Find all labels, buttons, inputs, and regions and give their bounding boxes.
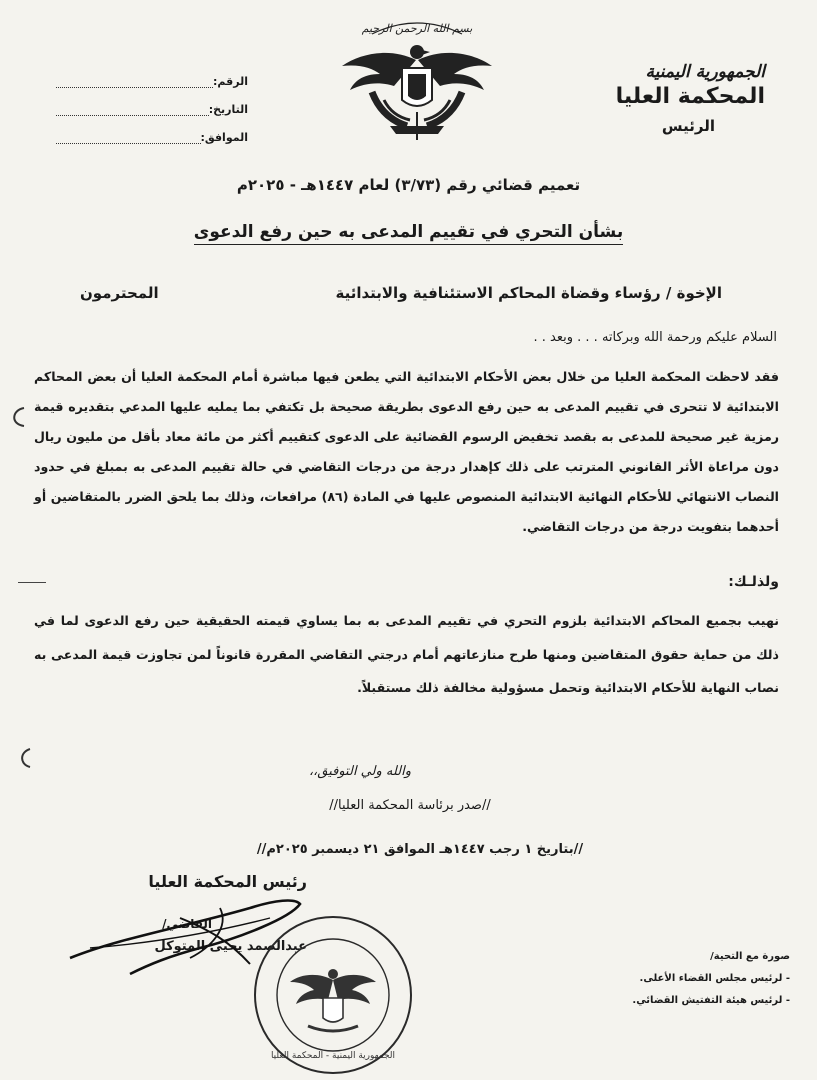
issued-by: //صدر برئاسة المحكمة العليا// — [329, 798, 491, 813]
circular-title: تعميم قضائي رقم (٣/٧٣) لعام ١٤٤٧هـ - ٢٠٢٥م — [236, 176, 581, 194]
reference-corresponding-row — [48, 116, 248, 144]
number-blank-line — [56, 75, 213, 88]
copy-item: - لرئيس هيئة التفتيش القضائي. — [632, 995, 790, 1006]
emblem-banner-text: بسم الله الرحمن الرحيم — [361, 22, 473, 35]
greeting: السلام عليكم ورحمة الله وبركاته . . . وبعد . . — [533, 330, 777, 345]
corresponding-blank-line — [56, 131, 201, 144]
reference-fields — [48, 60, 248, 144]
closing-phrase: والله ولي التوفيق،، — [308, 764, 412, 779]
court-name: المحكمة العليا — [615, 84, 765, 109]
subject-text: بشأن التحري في تقييم المدعى به حين رفع الدعوى — [194, 222, 623, 245]
punch-hole-mark-icon — [6, 404, 32, 430]
official-seal-icon — [248, 910, 418, 1080]
fold-mark — [18, 582, 46, 583]
date-blank-line — [56, 103, 209, 116]
therefore-heading: ولذلـك: — [728, 574, 779, 590]
subject-title — [150, 222, 667, 242]
body-paragraph-1: فقد لاحظت المحكمة العليا من خلال بعض الأحكام الابتدائية التي يطعن فيها مباشرة أمام المحكمة العليا أن بعض المحاكم الابتدائية لا تتحرى في تقييم المدعى به حين رفع الدعوى بطريقة صحيحة بل تكتفي بما يمليه عليها المدعي بتقديره قيمة رمزية غير صحيحة للمدعى به بقصد تخفيض الرسوم القضائية على الدعوى كتقييم أكثر من مائة معاد بأقل من مليون ريال دون مراعاة الأثر القانوني المترتب على ذلك كإهدار درجة من درجات التقاضي في حالة تقييم المدعى به بمبلغ في حدود النصاب الانتهائي للأحكام النهائية الابتدائية المنصوص عليها في المادة (٨٦) مرافعات، وذلك بما يلحق الضرر بالمتقاضين أو أحدهما بتفويت درجة من درجات التقاضي. — [34, 369, 779, 534]
reference-date-row — [48, 88, 248, 116]
issue-date: //بتاريخ ١ رجب ١٤٤٧هـ الموافق ٢١ ديسمبر ٢٠٢٥م// — [256, 842, 584, 857]
punch-hole-mark-icon — [14, 746, 38, 770]
corresponding-label: الموافق: — [200, 131, 248, 144]
signatory-title: رئيس المحكمة العليا — [148, 872, 307, 891]
country-name: الجمهورية اليمنية — [645, 62, 765, 82]
signatory-name: عبدالصمد يحيى المتوكل — [154, 939, 307, 954]
copies-title: صورة مع التحية/ — [710, 951, 790, 962]
reference-number-row — [48, 60, 248, 88]
president-label: الرئيس — [661, 117, 715, 135]
republic-eagle-emblem-icon — [332, 8, 502, 148]
judge-label: القاضي/ — [162, 917, 212, 931]
seal-caption: الجمهورية اليمنية - المحكمة العليا — [270, 1051, 396, 1061]
respected-label: المحترمون — [80, 284, 159, 302]
number-label: الرقم: — [213, 75, 248, 88]
addressee: الإخوة / رؤساء وقضاة المحاكم الاستئنافية والابتدائية — [335, 284, 722, 302]
copy-item: - لرئيس مجلس القضاء الأعلى. — [639, 973, 790, 984]
copies-block — [590, 946, 790, 1012]
body-paragraph-2: نهيب بجميع المحاكم الابتدائية بلزوم التحري في تقييم المدعى به بما يساوي قيمته الحقيقية حين رفع الدعوى لما في ذلك من حماية حقوق المتقاضين ومنها طرح منازعاتهم أمام درجتي التقاضي المقررة قانوناً لمن تجاوزت قيمة المدعى به نصاب النهاية للأحكام الابتدائية وتحمل مسؤولية مخالفة ذلك مستقبلاً. — [34, 613, 779, 695]
letterhead — [535, 62, 765, 135]
date-label: التاريخ: — [208, 103, 248, 116]
